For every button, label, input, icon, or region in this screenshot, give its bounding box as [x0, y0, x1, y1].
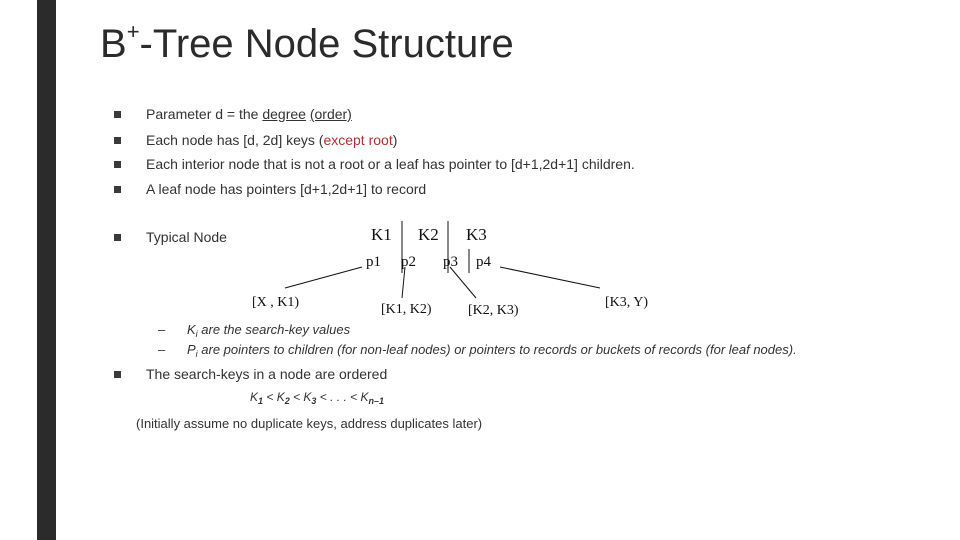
range-label-1: [X , K1) — [252, 295, 300, 310]
bullet-typical-node: Typical Node — [146, 229, 227, 245]
slide-title: B+-Tree Node Structure — [100, 18, 514, 66]
node-pointer-3: p3 — [443, 254, 458, 270]
bullet-keys-count: Each node has [d, 2d] keys (except root) — [146, 132, 398, 148]
bullet-leaf-node: A leaf node has pointers [d+1,2d+1] to record — [146, 181, 427, 197]
node-pointer-1: p1 — [366, 254, 381, 270]
bullet-marker — [114, 371, 121, 378]
range-label-3: [K2, K3) — [468, 303, 519, 318]
node-key-2: K2 — [418, 225, 439, 244]
node-key-3: K3 — [466, 225, 487, 244]
bullet-interior-node: Each interior node that is not a root or a leaf has pointer to [d+1,2d+1] children. — [146, 156, 635, 172]
duplicates-note: (Initially assume no duplicate keys, address duplicates later) — [136, 416, 483, 431]
node-pointer-2: p2 — [401, 254, 416, 270]
key-order-formula: $K_1 < K_2 < K_3$ < . . . < $K_{n-1}$ — [250, 390, 384, 406]
bullet-search-keys-ordered: The search-keys in a node are ordered — [146, 366, 388, 382]
arrow-p4 — [500, 267, 600, 288]
node-key-1: K1 — [371, 225, 392, 244]
dash-marker: – — [158, 322, 166, 337]
bullet-degree: Parameter d = the degree (order) — [146, 106, 352, 122]
range-label-2: [K1, K2) — [381, 302, 432, 317]
dash-marker: – — [158, 342, 166, 357]
sub-bullet-pointers: $P_i$ are pointers to children (for non-leaf nodes) or pointers to records or buckets of records (for leaf nodes). — [187, 342, 797, 359]
range-label-4: [K3, Y) — [605, 295, 649, 310]
arrow-p3 — [450, 267, 476, 298]
sub-bullet-keys: $K_i$ are the search-key values — [187, 322, 351, 339]
arrow-p1 — [285, 267, 362, 288]
node-pointer-4: p4 — [476, 254, 491, 270]
